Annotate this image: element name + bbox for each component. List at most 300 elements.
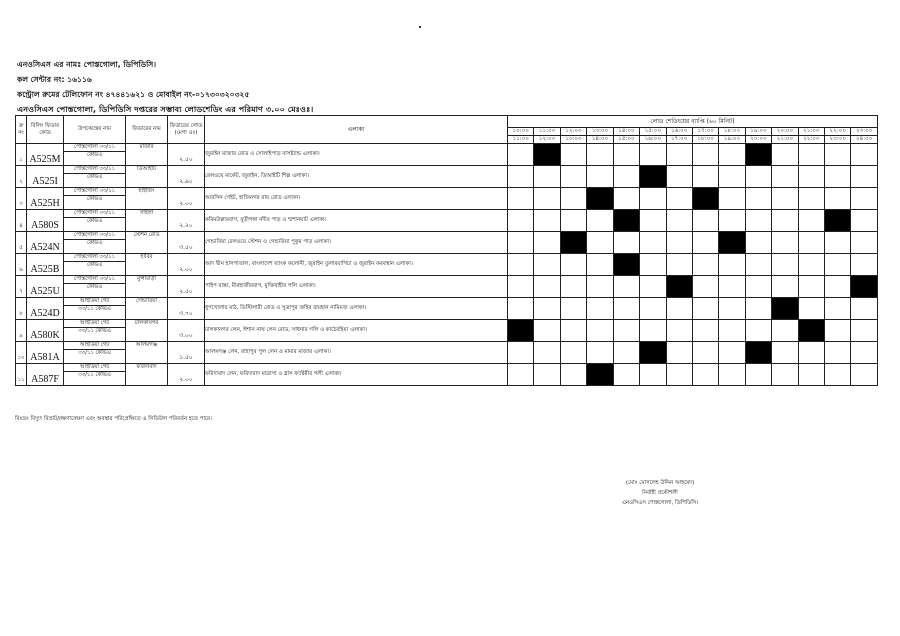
- shed-slot: [772, 232, 798, 254]
- shed-slot: [692, 320, 718, 342]
- shed-slot: [798, 276, 824, 298]
- substation-unit: কেভিএ: [86, 284, 103, 290]
- shed-slot: [534, 276, 560, 298]
- row-serial: ৫: [16, 232, 27, 254]
- feeder-load: ১.৫০: [168, 342, 205, 364]
- shed-slot: [640, 188, 666, 210]
- substation-unit: কেভিএ: [86, 152, 103, 158]
- shed-slot: [719, 144, 745, 166]
- shed-slot: [666, 364, 692, 386]
- shed-slot: [825, 232, 851, 254]
- shed-slot: [587, 210, 613, 232]
- shed-slot-active: [692, 188, 718, 210]
- shed-slot: [719, 188, 745, 210]
- substation-name: আইডিয়া গেট: [64, 320, 125, 328]
- feeder-code: A524N: [27, 232, 64, 254]
- time-slot-header: [825, 128, 851, 144]
- slot-start: ১৩:০০: [587, 128, 612, 136]
- shed-slot: [745, 298, 771, 320]
- shed-slot-active: [666, 276, 692, 298]
- feeder-load: ২.৫০: [168, 276, 205, 298]
- header-schedule: লোড শেডিংয়ের ব্যাপ্তি (৬০ মিনিট): [508, 116, 878, 128]
- slot-start: ১১:০০: [534, 128, 559, 136]
- area-description: জুরাইন মাজার রোড ও সোলাইপাড় বাসষ্ট্যান্ড এলাকা।: [205, 144, 508, 166]
- header-feeder-code: বিলিং ফিডার কোড: [27, 116, 64, 144]
- shed-slot: [851, 298, 878, 320]
- time-slot-header: [745, 128, 771, 144]
- substation-cell: [64, 144, 126, 166]
- row-serial: ১০: [16, 342, 27, 364]
- slot-end: ২০:০০: [750, 136, 767, 142]
- shed-slot: [560, 342, 586, 364]
- substation-cell: [64, 166, 126, 188]
- shed-slot: [825, 276, 851, 298]
- slot-start: ১৯:০০: [746, 128, 771, 136]
- row-serial: ১: [16, 144, 27, 166]
- feeder-name: মুন্সীবাড়ী: [126, 276, 168, 298]
- shed-slot-active: [613, 254, 639, 276]
- time-slot-header: [692, 128, 718, 144]
- shed-slot: [534, 320, 560, 342]
- area-description: ঢালকানগর লেন, ঈশান নাথ লেন রোড, সাধনার গলি ও কাঠেরহিয়া এলাকা।: [205, 320, 508, 342]
- time-slot-header: [851, 128, 878, 144]
- area-description: ধুপখোলার মাঠ, ডিস্টিলারী রোড ও সুত্রাপুর জহির রায়হান নামিয়জ এলাকা।: [205, 298, 508, 320]
- row-serial: ২: [16, 166, 27, 188]
- feeder-name: মাজার: [126, 144, 168, 166]
- slot-end: ১৪:০০: [591, 136, 609, 142]
- substation-unit: কেভিএ: [86, 196, 103, 202]
- area-description: ফরিদাবাদ লেন, ফরিদাবাদ মাদ্রাসা ও গ্লাস ফ্যাক্টরীর গলী এলাকা।: [205, 364, 508, 386]
- scan-dot: [419, 26, 421, 28]
- slot-end: ১৭:০০: [671, 136, 688, 142]
- shed-slot-active: [640, 166, 666, 188]
- shed-slot: [719, 276, 745, 298]
- slot-end: ১৯:০০: [723, 136, 741, 142]
- row-serial: ৮: [16, 298, 27, 320]
- shed-slot: [798, 210, 824, 232]
- substation-cell: [64, 188, 126, 210]
- time-slot-header: [772, 128, 798, 144]
- shed-slot: [745, 320, 771, 342]
- shed-slot: [534, 166, 560, 188]
- area-description: আলমগঞ্জ লেন, রাহাপুর পুল লেন ও মামার মাজার এলাকা।: [205, 342, 508, 364]
- feeder-load: ২.৫০: [168, 144, 205, 166]
- shed-slot: [560, 276, 586, 298]
- shed-slot: [613, 188, 639, 210]
- substation-name: আইডিয়া গেট: [64, 364, 125, 372]
- time-slot-header: [587, 128, 613, 144]
- shed-slot: [613, 232, 639, 254]
- feeder-load: ২.০০: [168, 254, 205, 276]
- signatory-name: (মোঃ মোসলেহ উদ্দিন আহমেদ): [625, 480, 695, 486]
- shed-slot: [851, 210, 878, 232]
- feeder-code: A580S: [27, 210, 64, 232]
- shed-slot-active: [745, 342, 771, 364]
- control-room-phone: কন্ট্রোল রুমের টেলিফোন নং ৪৭৪৪১৬২১ ও মোবাইল নং-০১৭৩০৩২০৩২৫: [17, 90, 250, 99]
- table-row: [16, 188, 878, 210]
- slot-start: ১৫:০০: [640, 128, 665, 136]
- shed-slot: [692, 298, 718, 320]
- shed-slot: [798, 364, 824, 386]
- signature-block: [570, 478, 750, 508]
- shed-slot: [719, 254, 745, 276]
- table-row: [16, 254, 878, 276]
- shed-slot: [692, 276, 718, 298]
- nocs-name: এনওসিএস এর নামঃ পোস্তগোলা, ডিপিডিসি।: [17, 60, 157, 69]
- shed-slot: [851, 364, 878, 386]
- shed-slot: [851, 320, 878, 342]
- shed-slot-active: [772, 298, 798, 320]
- table-row: [16, 298, 878, 320]
- feeder-load: ২.০০: [168, 188, 205, 210]
- feeder-code: A525M: [27, 144, 64, 166]
- shed-slot: [640, 276, 666, 298]
- table-row: [16, 210, 878, 232]
- shed-slot: [772, 166, 798, 188]
- time-slot-header: [798, 128, 824, 144]
- substation-cell: [64, 342, 126, 364]
- slot-start: ২১:০০: [799, 128, 824, 136]
- row-serial: ৪: [16, 210, 27, 232]
- time-slot-header: [560, 128, 586, 144]
- shed-slot: [613, 342, 639, 364]
- feeder-load: ৩.০০: [168, 320, 205, 342]
- shed-slot: [825, 320, 851, 342]
- shed-slot: [772, 210, 798, 232]
- slot-end: ২২:০০: [803, 136, 820, 142]
- shed-slot: [640, 210, 666, 232]
- feeder-load: ২.০০: [168, 364, 205, 386]
- shed-slot: [587, 342, 613, 364]
- shed-slot: [798, 166, 824, 188]
- slot-start: ১২:০০: [561, 128, 586, 136]
- table-row: [16, 166, 878, 188]
- shed-slot-active: [825, 210, 851, 232]
- time-slot-header: [719, 128, 745, 144]
- time-slot-header: [666, 128, 692, 144]
- shed-slot: [534, 342, 560, 364]
- shed-slot-active: [587, 364, 613, 386]
- shed-slot: [772, 188, 798, 210]
- shed-slot: [640, 298, 666, 320]
- shed-slot: [534, 210, 560, 232]
- shed-slot: [692, 144, 718, 166]
- shed-slot: [560, 188, 586, 210]
- shed-slot: [825, 144, 851, 166]
- shed-slot: [560, 166, 586, 188]
- shed-slot: [666, 188, 692, 210]
- shed-slot: [508, 254, 534, 276]
- shed-slot: [560, 364, 586, 386]
- substation-cell: [64, 254, 126, 276]
- header-area: এলাকা: [205, 116, 508, 144]
- shed-slot: [587, 320, 613, 342]
- slot-end: ১১:০০: [512, 136, 529, 142]
- row-serial: ৭: [16, 276, 27, 298]
- shed-slot-active: [719, 232, 745, 254]
- shed-slot-active: [613, 210, 639, 232]
- shed-slot: [851, 166, 878, 188]
- shed-slot: [587, 166, 613, 188]
- substation-name: পোস্তগোলা ৩৩/১১: [64, 276, 125, 284]
- slot-end: ১৫:০০: [618, 136, 635, 142]
- shed-slot: [851, 232, 878, 254]
- header-feeder-name: ফিডারের নাম: [126, 116, 168, 144]
- feeder-code: A580K: [27, 320, 64, 342]
- table-row: [16, 364, 878, 386]
- shed-slot: [851, 342, 878, 364]
- shed-slot: [613, 364, 639, 386]
- document-header: [17, 57, 717, 117]
- shed-slot: [745, 166, 771, 188]
- shed-slot: [719, 342, 745, 364]
- shed-slot: [560, 298, 586, 320]
- slot-start: ২০:০০: [772, 128, 797, 136]
- time-slot-header: [534, 128, 560, 144]
- shed-slot: [825, 298, 851, 320]
- shed-slot: [772, 342, 798, 364]
- shed-slot: [745, 232, 771, 254]
- shed-slot: [613, 320, 639, 342]
- header-feeder-load: ফিডারের লোড (মেগা ওঃ): [168, 116, 205, 144]
- shed-slot: [719, 364, 745, 386]
- feeder-name: ঢালকানগর: [126, 320, 168, 342]
- substation-unit: ৩৩/১১ কেভিএ: [78, 350, 111, 356]
- shed-slot: [825, 166, 851, 188]
- header-sl: ক্র নং: [16, 116, 27, 144]
- shed-slot: [508, 298, 534, 320]
- table-row: [16, 276, 878, 298]
- shed-slot: [640, 364, 666, 386]
- feeder-name: ফরিদাবাদ: [126, 364, 168, 386]
- time-slot-header: [613, 128, 639, 144]
- shed-slot: [692, 342, 718, 364]
- substation-unit: কেভিএ: [86, 262, 103, 268]
- shed-slot: [640, 144, 666, 166]
- shed-slot: [745, 210, 771, 232]
- row-serial: ৩: [16, 188, 27, 210]
- table-row: [16, 320, 878, 342]
- shed-slot: [666, 320, 692, 342]
- shed-slot: [798, 188, 824, 210]
- shed-slot: [798, 144, 824, 166]
- shed-slot: [772, 276, 798, 298]
- substation-name: পোস্তগোলা ৩৩/১১: [64, 232, 125, 240]
- shed-slot: [508, 364, 534, 386]
- slot-end: ১৬:০০: [644, 136, 662, 142]
- signatory-title: নির্বাহী প্রকৌশলী: [642, 490, 678, 496]
- shed-slot: [719, 298, 745, 320]
- shed-slot: [587, 276, 613, 298]
- area-description: করিমউল্লারবাগ, বুড়ীগঙ্গা নদীর পাড় ও শ্মশানঘাট এলাকা।: [205, 210, 508, 232]
- shed-slot: [587, 144, 613, 166]
- slot-end: ১৮:০০: [697, 136, 714, 142]
- shed-slot: [772, 254, 798, 276]
- shed-slot: [772, 364, 798, 386]
- table-row: [16, 342, 878, 364]
- shed-slot: [825, 188, 851, 210]
- signatory-office: এনওসিএস পোস্তগোলা, ডিপিডিসি।: [621, 500, 699, 506]
- call-center: কল সেন্টার নং: ১৬১১৬: [17, 75, 92, 84]
- substation-cell: [64, 364, 126, 386]
- shed-slot: [851, 144, 878, 166]
- shed-slot: [719, 166, 745, 188]
- shed-slot-active: [534, 144, 560, 166]
- row-serial: ৬: [16, 254, 27, 276]
- shed-slot: [825, 364, 851, 386]
- shed-slot: [745, 364, 771, 386]
- shed-slot: [613, 166, 639, 188]
- loadshedding-amount: এনওসিএস পোস্তগোলা, ডিপিডিসি দপ্তরের সম্ভাব্য লোডশেডিং এর পরিমাণ ৩.০০ মেঃওঃ।: [17, 104, 314, 114]
- shed-slot: [508, 188, 534, 210]
- substation-unit: কেভিএ: [86, 174, 103, 180]
- feeder-code: A525U: [27, 276, 64, 298]
- substation-unit: ৩৩/১১ কেভিএ: [78, 372, 111, 378]
- table-row: [16, 232, 878, 254]
- slot-end: ১৩:০০: [565, 136, 582, 142]
- shed-slot: [692, 210, 718, 232]
- area-description: আদ দ্বীন হাসপাতাল, বাংলাদেশ ব্যাংক কলোনী, জুরাইন তুলারবাগিচা ও জুরাইন করবস্থান এলাকা।: [205, 254, 508, 276]
- shed-slot: [560, 144, 586, 166]
- feeder-name: গেন্ডারিয়া: [126, 298, 168, 320]
- substation-name: পোস্তগোলা ৩৩/১১: [64, 166, 125, 174]
- shed-slot: [825, 342, 851, 364]
- slot-start: ১৪:০০: [614, 128, 639, 136]
- shed-slot: [745, 254, 771, 276]
- shed-slot: [666, 144, 692, 166]
- substation-name: আইডিয়া গেট: [64, 342, 125, 350]
- shed-slot: [640, 254, 666, 276]
- shed-slot: [772, 144, 798, 166]
- feeder-code: A525B: [27, 254, 64, 276]
- slot-start: ১৮:০০: [719, 128, 744, 136]
- shed-slot: [719, 210, 745, 232]
- shed-slot: [534, 364, 560, 386]
- shed-slot: [825, 254, 851, 276]
- shed-slot: [534, 254, 560, 276]
- schedule-note: বিঃদ্রঃ বিদ্যুৎ বিভ্রাট/রক্ষণাবেক্ষণ এবং অবস্থার পরিপ্রেক্ষিতে এ সিডিউল পরিবর্তন হতে পারে।: [15, 416, 212, 422]
- shed-slot: [798, 342, 824, 364]
- table-row: [16, 144, 878, 166]
- shed-slot: [560, 254, 586, 276]
- shed-slot: [613, 298, 639, 320]
- shed-slot: [719, 320, 745, 342]
- substation-cell: [64, 320, 126, 342]
- feeder-code: A587F: [27, 364, 64, 386]
- header-substation: উপকেন্দ্রের নাম: [64, 116, 126, 144]
- shed-slot-active: [640, 342, 666, 364]
- substation-unit: কেভিএ: [86, 218, 103, 224]
- shed-slot: [772, 320, 798, 342]
- area-description: পাইপ রাস্তা, মীরহাজীরবাগ, মুক্তিবাহীর গলি এলাকা।: [205, 276, 508, 298]
- substation-name: পোস্তগোলা ৩৩/১১: [64, 254, 125, 262]
- shed-slot: [692, 364, 718, 386]
- substation-cell: [64, 232, 126, 254]
- shed-slot: [666, 298, 692, 320]
- shed-slot: [587, 298, 613, 320]
- shed-slot-active: [560, 232, 586, 254]
- shed-slot: [692, 254, 718, 276]
- shed-slot: [640, 232, 666, 254]
- substation-unit: কেভিএ: [86, 240, 103, 246]
- shed-slot: [560, 210, 586, 232]
- shed-slot: [745, 276, 771, 298]
- shed-slot: [692, 166, 718, 188]
- slot-start: ২৩:০০: [851, 128, 877, 136]
- feeder-name: স্টেশন রোড: [126, 232, 168, 254]
- row-serial: ১১: [16, 364, 27, 386]
- time-slot-header: [640, 128, 666, 144]
- shed-slot: [560, 320, 586, 342]
- shed-slot: [508, 166, 534, 188]
- slot-start: ১৭:০০: [693, 128, 718, 136]
- substation-name: পোস্তগোলা ৩৩/১১: [64, 144, 125, 152]
- slot-start: ১০:০০: [508, 128, 533, 136]
- feeder-code: A525I: [27, 166, 64, 188]
- shed-slot: [508, 276, 534, 298]
- shed-slot: [534, 232, 560, 254]
- feeder-code: A524D: [27, 298, 64, 320]
- shed-slot: [666, 254, 692, 276]
- shed-slot: [508, 232, 534, 254]
- shed-slot: [798, 254, 824, 276]
- shed-slot: [587, 254, 613, 276]
- feeder-code: A525H: [27, 188, 64, 210]
- substation-name: পোস্তগোলা ৩৩/১১: [64, 188, 125, 196]
- shed-slot: [798, 298, 824, 320]
- shed-slot: [745, 188, 771, 210]
- substation-unit: ৩৩/১১ কেভিএ: [78, 328, 111, 334]
- area-description: আরসিন গেইট, হাজিনগর রায় রোড এলাকা।: [205, 188, 508, 210]
- feeder-name: হাবিব: [126, 254, 168, 276]
- shed-slot-active: [587, 188, 613, 210]
- shed-slot: [613, 276, 639, 298]
- shed-slot: [851, 188, 878, 210]
- feeder-name: সাইলা: [126, 210, 168, 232]
- shed-slot: [851, 254, 878, 276]
- substation-cell: [64, 210, 126, 232]
- slot-end: ২৪:০০: [856, 136, 873, 142]
- feeder-load: ২.৯০: [168, 166, 205, 188]
- loadshedding-schedule-table: [15, 115, 878, 386]
- shed-slot: [692, 232, 718, 254]
- feeder-load: ৩.৫০: [168, 232, 205, 254]
- slot-end: ২১:০০: [776, 136, 794, 142]
- shed-slot: [666, 166, 692, 188]
- shed-slot-active: [745, 144, 771, 166]
- shed-slot-active: [851, 276, 878, 298]
- substation-name: আইডিয়া গেট: [64, 298, 125, 306]
- slot-end: ২৩:০০: [829, 136, 846, 142]
- substation-cell: [64, 276, 126, 298]
- substation-name: পোস্তগোলা ৩৩/১১: [64, 210, 125, 218]
- shed-slot: [508, 342, 534, 364]
- slot-end: ১২:০০: [538, 136, 556, 142]
- shed-slot-active: [508, 320, 534, 342]
- area-description: গেন্ডারিয়া রেলওয়ে স্টেশন ও গেন্ডারিয়া পুকুর পাড় এলাকা।: [205, 232, 508, 254]
- shed-slot: [798, 232, 824, 254]
- shed-slot: [508, 210, 534, 232]
- area-description: রেলওয়ে মার্কেট, জুরাইন, ডিআইটি শিল্প এলাকা।: [205, 166, 508, 188]
- feeder-name: আলমগঞ্জ: [126, 342, 168, 364]
- feeder-name: ডিআইটি: [126, 166, 168, 188]
- feeder-load: ৩.৭০: [168, 298, 205, 320]
- feeder-name: হাইজিং: [126, 188, 168, 210]
- shed-slot: [508, 144, 534, 166]
- slot-start: ২২:০০: [825, 128, 850, 136]
- shed-slot: [534, 298, 560, 320]
- shed-slot: [666, 342, 692, 364]
